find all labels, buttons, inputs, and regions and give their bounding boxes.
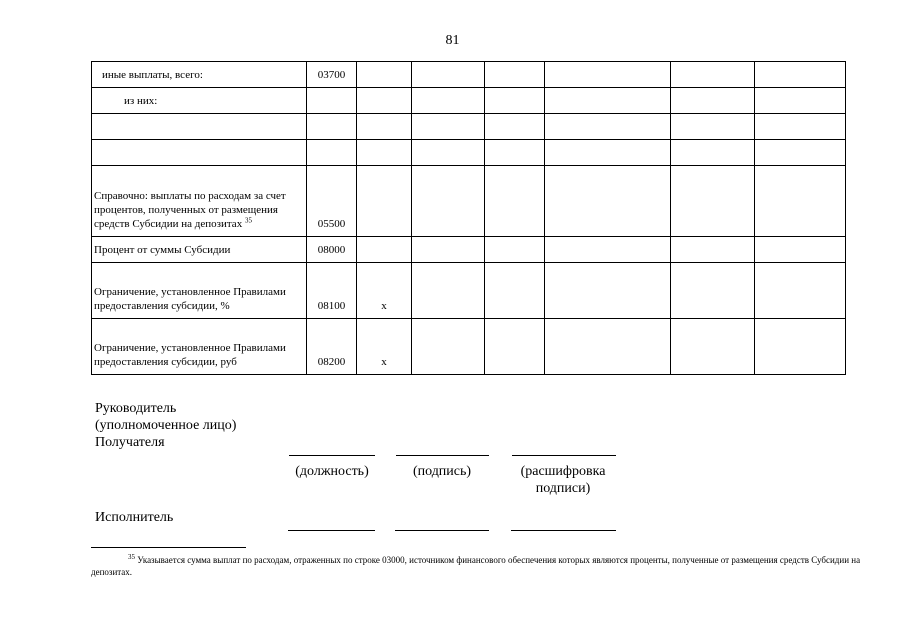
table-cell [755,237,846,263]
footnote [91,554,866,578]
table-cell [671,140,755,166]
table-cell [545,62,671,88]
position-label: (должность) [295,464,369,479]
table-row [92,88,846,114]
row-code: 05500 [307,166,357,237]
signature-title-line: (уполномоченное лицо) [95,418,237,433]
row-label: Процент от суммы Субсидии [92,237,307,263]
table-cell [412,237,485,263]
decode-line [512,455,616,456]
position-line [289,455,375,456]
table-cell [412,88,485,114]
footnote-mark: 35 [128,553,135,561]
table-row [92,319,846,375]
table-cell [755,166,846,237]
table-cell [755,319,846,375]
table-row [92,114,846,140]
decode-label-line: (расшифровка [520,464,606,479]
table-cell [412,62,485,88]
table-cell [545,140,671,166]
table-cell [485,263,545,319]
row-code: 08200 [307,319,357,375]
table-cell [357,140,412,166]
decode-label [500,463,626,497]
decode-label-line: подписи) [535,481,591,496]
table-cell [485,319,545,375]
table-cell [671,263,755,319]
table-cell [485,114,545,140]
table-row [92,140,846,166]
executor-signature-line [395,530,489,531]
row-label: Ограничение, установленное Правилами предоставления субсидии, руб [92,319,307,375]
signature-block-title [95,400,236,451]
table-cell [671,88,755,114]
table-cell [545,237,671,263]
table-row [92,263,846,319]
table-cell [412,263,485,319]
table-cell [412,114,485,140]
row-code: 08000 [307,237,357,263]
table-cell [755,62,846,88]
executor-decode-line [511,530,616,531]
row-label [92,166,307,237]
table-cell [545,263,671,319]
table-cell [357,237,412,263]
table-cell [357,166,412,237]
table-cell [307,140,357,166]
table-cell [671,237,755,263]
row-label: иные выплаты, всего: [92,62,307,88]
table-cell [357,62,412,88]
footnote-rule [91,547,246,548]
table-cell [485,166,545,237]
table-cell [545,166,671,237]
table-cell [485,140,545,166]
row-code: 03700 [307,62,357,88]
table-cell [545,114,671,140]
table-cell [92,140,307,166]
table-row [92,166,846,237]
signature-line [396,455,489,456]
signature-label: (подпись) [412,464,472,479]
signature-title-line: Получателя [95,435,165,450]
table-row [92,62,846,88]
table-cell [485,237,545,263]
table-cell [412,319,485,375]
executor-label: Исполнитель [95,510,174,525]
table-cell [92,114,307,140]
table-cell [671,319,755,375]
table-cell [357,114,412,140]
row-label: Ограничение, установленное Правилами предоставления субсидии, % [92,263,307,319]
row-label: из них: [92,88,307,114]
table-cell [307,88,357,114]
row-mark: x [357,263,412,319]
signature-title-line: Руководитель [95,401,177,416]
table-cell [545,88,671,114]
table-cell [755,263,846,319]
footnote-text: Указывается сумма выплат по расходам, отраженных по строке 03000, источником финансового обеспечения которых являются проценты, полученные от размещения средств Субсидии на депозитах. [91,555,861,577]
table-cell [412,166,485,237]
table-cell [307,114,357,140]
table-cell [545,319,671,375]
executor-position-line [288,530,375,531]
table-cell [357,88,412,114]
table-cell [755,140,846,166]
row-code: 08100 [307,263,357,319]
table-cell [485,88,545,114]
table-cell [485,62,545,88]
table-row [92,237,846,263]
page-number: 81 [445,33,460,48]
row-mark: x [357,319,412,375]
row-label-text: Справочно: выплаты по расходам за счет процентов, полученных от размещения средств Субсидии на депозитах [94,190,286,230]
table-cell [671,166,755,237]
table-cell [412,140,485,166]
table-cell [671,62,755,88]
table-cell [755,88,846,114]
table-cell [671,114,755,140]
footnote-ref: 35 [244,216,252,225]
table-cell [755,114,846,140]
report-table [91,61,846,375]
